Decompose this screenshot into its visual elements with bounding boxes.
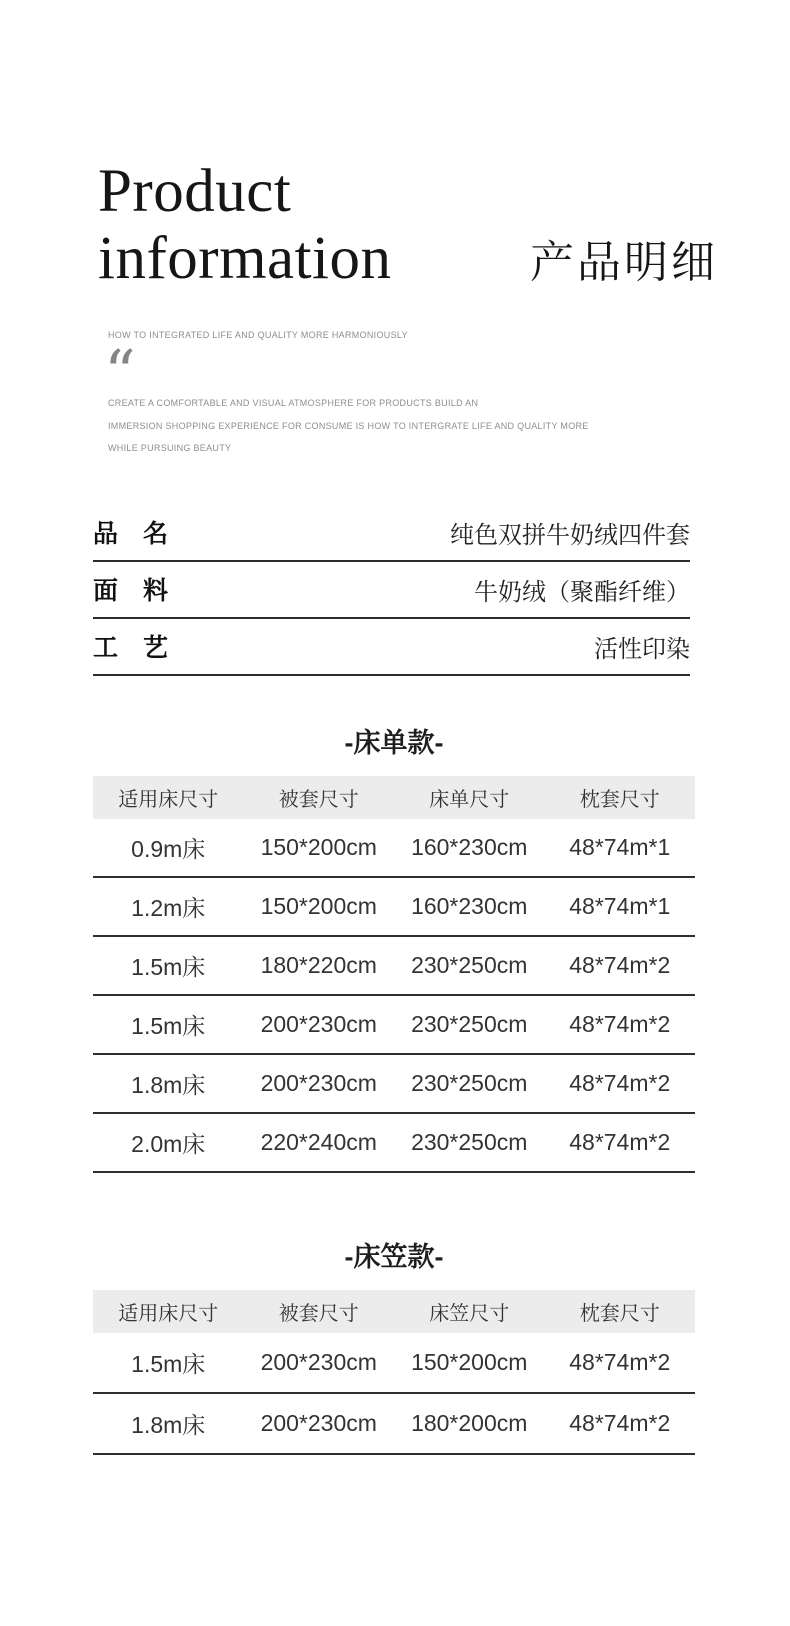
- table-cell: 230*250cm: [394, 936, 545, 995]
- table-row: [93, 1054, 695, 1113]
- table-row: [93, 877, 695, 936]
- page-header: [98, 158, 718, 292]
- spec-row-fabric: [93, 562, 690, 619]
- table-row: [93, 936, 695, 995]
- table-header-cell: 枕套尺寸: [545, 776, 696, 819]
- spec-value: 牛奶绒（聚酯纤维）: [474, 578, 690, 606]
- table-cell: 48*74m*2: [545, 1393, 696, 1454]
- table-header-cell: 适用床尺寸: [93, 776, 244, 819]
- table-cell: 1.5m床: [93, 995, 244, 1054]
- description-line: IMMERSION SHOPPING EXPERIENCE FOR CONSUME IS HOW TO INTERGRATE LIFE AND QUALITY MORE: [108, 420, 589, 431]
- table-cell: 48*74m*2: [545, 1333, 696, 1393]
- table-row: [93, 1113, 695, 1172]
- table-cell: 230*250cm: [394, 995, 545, 1054]
- table-cell: 200*230cm: [244, 1054, 395, 1113]
- spec-row-craft: [93, 619, 690, 676]
- spec-list: [93, 505, 690, 676]
- sheet-section-title: -床单款-: [344, 727, 444, 758]
- table-cell: 150*200cm: [244, 877, 395, 936]
- table-cell: 200*230cm: [244, 1333, 395, 1393]
- page-title-english: [98, 158, 392, 292]
- table-header-row: [93, 776, 695, 819]
- table-cell: 180*220cm: [244, 936, 395, 995]
- table-cell: 1.5m床: [93, 1333, 244, 1393]
- table-row: [93, 819, 695, 877]
- table-cell: 1.8m床: [93, 1393, 244, 1454]
- table-header-cell: 被套尺寸: [244, 776, 395, 819]
- sheet-size-table: [93, 776, 695, 1173]
- description-line: CREATE A COMFORTABLE AND VISUAL ATMOSPHERE FOR PRODUCTS BUILD AN: [108, 398, 479, 408]
- table-row: [93, 995, 695, 1054]
- table-cell: 150*200cm: [244, 819, 395, 877]
- table-cell: 48*74m*2: [545, 1113, 696, 1172]
- table-cell: 48*74m*2: [545, 936, 696, 995]
- table-cell: 2.0m床: [93, 1113, 244, 1172]
- page-title-line1: Product: [98, 158, 292, 225]
- table-cell: 160*230cm: [394, 877, 545, 936]
- table-cell: 1.2m床: [93, 877, 244, 936]
- table-cell: 200*230cm: [244, 995, 395, 1054]
- table-cell: 180*200cm: [394, 1393, 545, 1454]
- table-cell: 48*74m*2: [545, 995, 696, 1054]
- table-row: [93, 1333, 695, 1393]
- table-cell: 1.5m床: [93, 936, 244, 995]
- spec-value: 活性印染: [594, 635, 690, 663]
- table-cell: 48*74m*1: [545, 819, 696, 877]
- table-cell: 0.9m床: [93, 819, 244, 877]
- table-header-cell: 被套尺寸: [244, 1290, 395, 1333]
- tagline-text: HOW TO INTEGRATED LIFE AND QUALITY MORE HARMONIOUSLY: [108, 330, 408, 340]
- quote-icon: “: [104, 336, 136, 409]
- description-paragraph: [108, 392, 790, 460]
- spec-row-product-name: [93, 505, 690, 562]
- fitted-section-title: -床笠款-: [344, 1241, 444, 1272]
- table-cell: 150*200cm: [394, 1333, 545, 1393]
- table-header-cell: 床单尺寸: [394, 776, 545, 819]
- page-title-chinese: 产品明细: [530, 238, 718, 287]
- table-header-cell: 适用床尺寸: [93, 1290, 244, 1333]
- table-cell: 200*230cm: [244, 1393, 395, 1454]
- page-title-line2: information: [98, 225, 392, 292]
- spec-label: 工 艺: [93, 634, 169, 662]
- table-cell: 48*74m*1: [545, 877, 696, 936]
- table-header-cell: 床笠尺寸: [394, 1290, 545, 1333]
- table-cell: 230*250cm: [394, 1113, 545, 1172]
- spec-label: 品 名: [93, 520, 169, 548]
- table-header-cell: 枕套尺寸: [545, 1290, 696, 1333]
- fitted-size-table: [93, 1290, 695, 1455]
- table-cell: 48*74m*2: [545, 1054, 696, 1113]
- table-header-row: [93, 1290, 695, 1333]
- table-cell: 230*250cm: [394, 1054, 545, 1113]
- spec-value: 纯色双拼牛奶绒四件套: [450, 521, 690, 549]
- description-line: WHILE PURSUING BEAUTY: [108, 443, 232, 453]
- table-row: [93, 1393, 695, 1454]
- table-cell: 160*230cm: [394, 819, 545, 877]
- spec-label: 面 料: [93, 577, 169, 605]
- table-cell: 220*240cm: [244, 1113, 395, 1172]
- table-cell: 1.8m床: [93, 1054, 244, 1113]
